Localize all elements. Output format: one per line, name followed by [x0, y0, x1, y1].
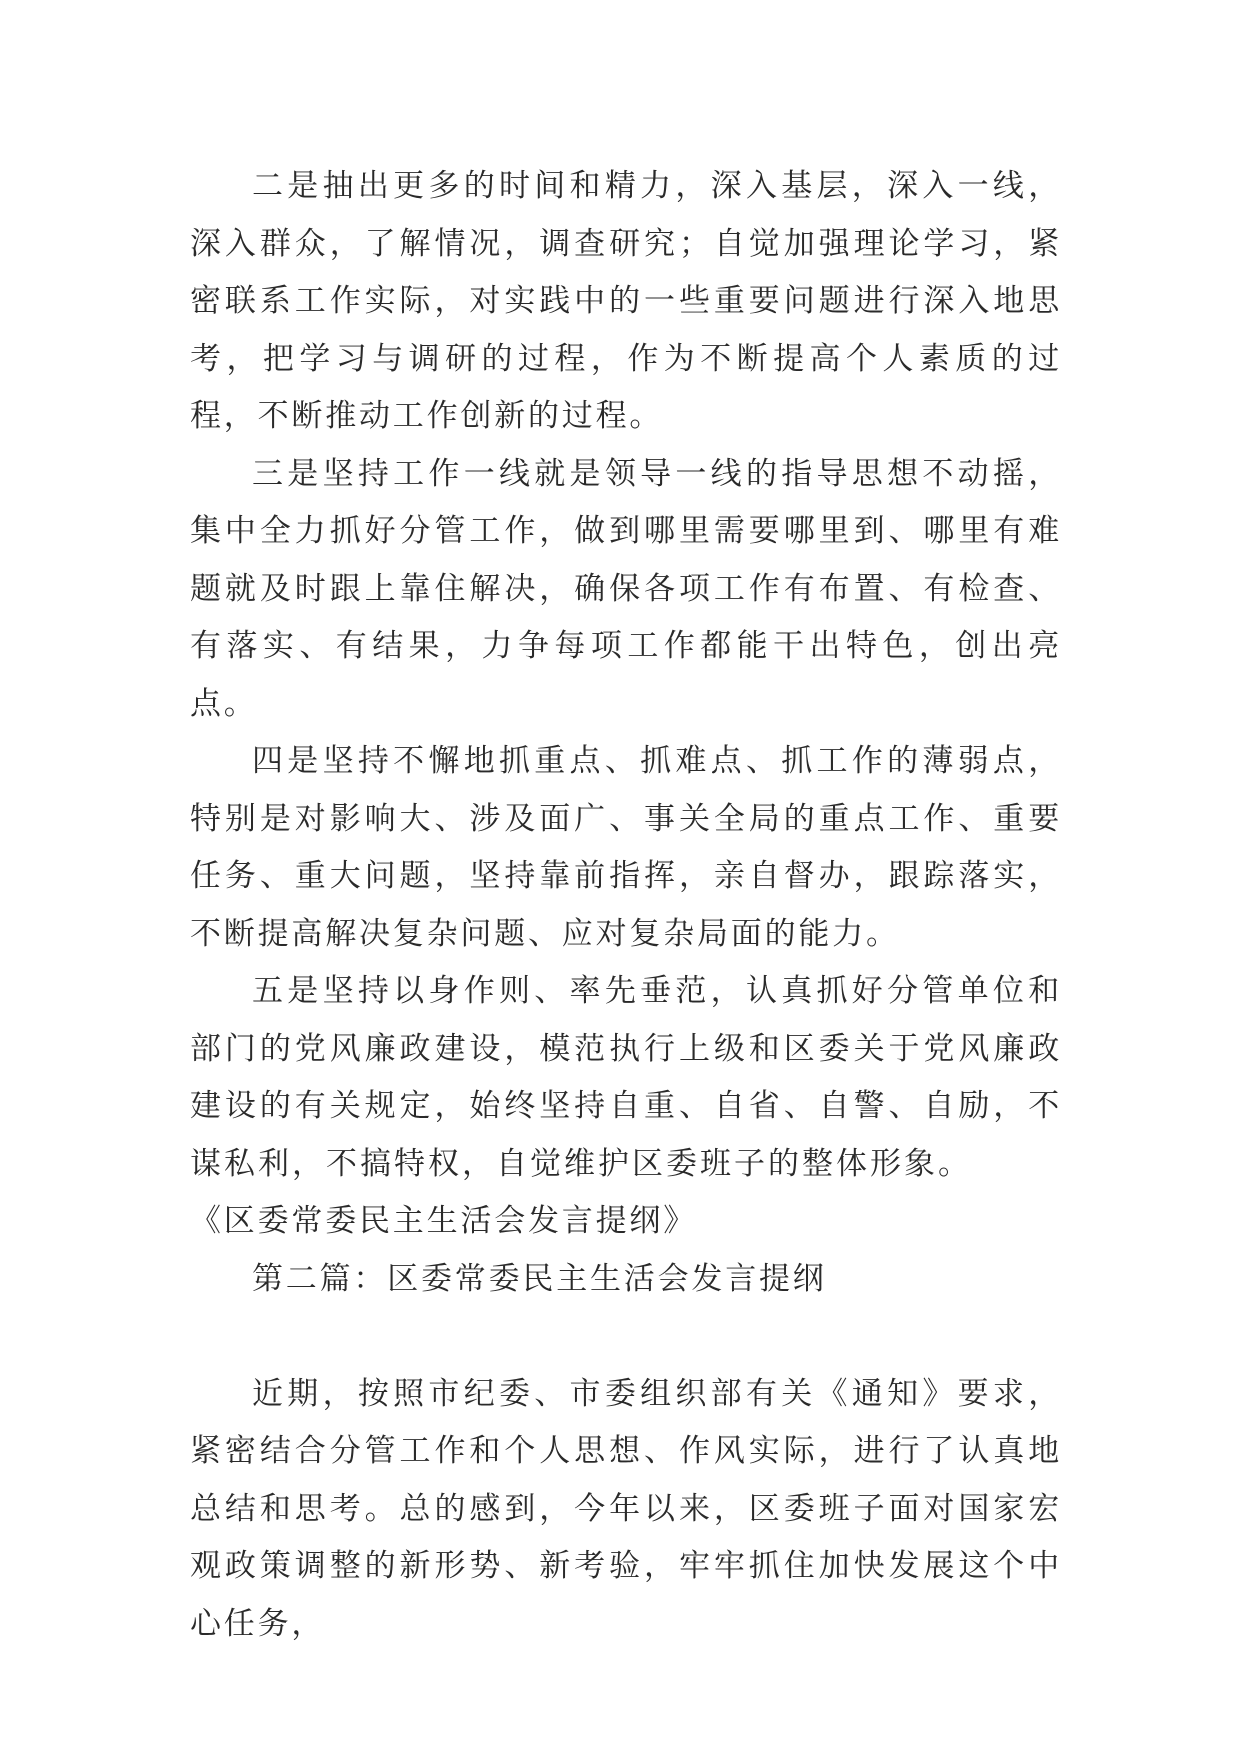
paragraph-2: 二是抽出更多的时间和精力，深入基层，深入一线，深入群众，了解情况，调查研究；自觉加强理论学习，紧密联系工作实际，对实践中的一些重要问题进行深入地思考，把学习与调研的过程，作为不断提高个人素质的过程，不断推动工作创新的过程。 — [190, 168, 1062, 434]
paragraph-5-text: 五是坚持以身作则、率先垂范，认真抓好分管单位和部门的党风廉政建设，模范执行上级和区委关于党风廉政建设的有关规定，始终坚持自重、自省、自警、自励，不谋私利，不搞特权，自觉维护区委班子的整体形象。 — [190, 973, 1062, 1182]
paragraph-5-reference: 《区委常委民主生活会发言提纲》 — [190, 1203, 697, 1239]
section-heading: 第二篇：区委常委民主生活会发言提纲 — [252, 1260, 827, 1297]
document-body — [190, 158, 1062, 1653]
paragraph-5 — [190, 963, 1062, 1251]
paragraph-3: 三是坚持工作一线就是领导一线的指导思想不动摇，集中全力抓好分管工作，做到哪里需要哪里到、哪里有难题就及时跟上靠住解决，确保各项工作有布置、有检查、有落实、有结果，力争每项工作都能干出特色，创出亮点。 — [190, 455, 1062, 722]
paragraph-4: 四是坚持不懈地抓重点、抓难点、抓工作的薄弱点，特别是对影响大、涉及面广、事关全局的重点工作、重要任务、重大问题，坚持靠前指挥，亲自督办，跟踪落实，不断提高解决复杂问题、应对复杂局面的能力。 — [190, 743, 1062, 952]
final-paragraph: 近期，按照市纪委、市委组织部有关《通知》要求，紧密结合分管工作和个人思想、作风实际，进行了认真地总结和思考。总的感到，今年以来，区委班子面对国家宏观政策调整的新形势、新考验，牢牢抓住加快发展这个中心任务， — [190, 1375, 1062, 1642]
